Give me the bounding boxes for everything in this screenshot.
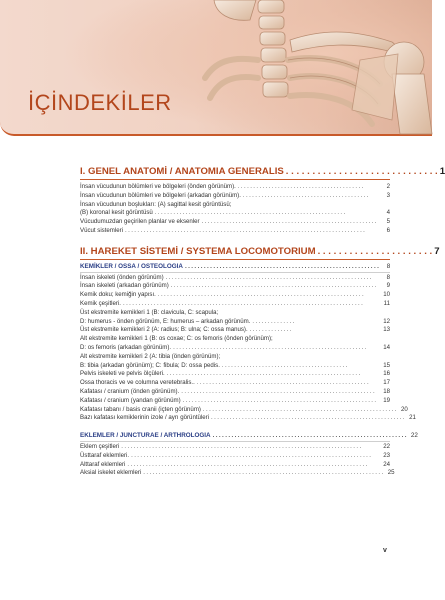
toc-entry[interactable]: Aksial iskelet eklemleri .............................................................................. 25 — [80, 469, 395, 477]
toc-entry[interactable]: (B) koronal kesit görüntüsü .............................................................. 4 — [80, 209, 390, 217]
section-page: 7 — [434, 245, 440, 257]
toc-entry[interactable]: Kemik çeşitleri. .............................................................................. 11 — [80, 299, 390, 307]
toc-entry[interactable]: İnsan iskeleti (arkadan görünüm) ................................................................... 9 — [80, 282, 390, 290]
dot-leader: . . . . . . . . . . . . . . . . . . . . . . . . . . . . . — [285, 166, 438, 177]
section-heading[interactable] — [80, 245, 440, 260]
toc-entry[interactable]: Alttaraf eklemleri .............................................................................. 24 — [80, 460, 390, 468]
toc-entry[interactable]: Bazı kafatası kemiklerinin izole / ayrı görüntüleri ............................................................... 21 — [80, 414, 416, 422]
section-title: I. GENEL ANATOMİ / ANATOMIA GENERALIS — [80, 166, 284, 177]
section-title: II. HAREKET SİSTEMİ / SYSTEMA LOCOMOTORIUM — [80, 245, 316, 257]
section-page: 1 — [439, 166, 445, 177]
subsection-heading[interactable]: KEMİKLER / OSSA / OSTEOLOGIA .............................................................. 8 — [80, 262, 391, 270]
page-number: v — [383, 547, 387, 554]
section-heading[interactable] — [80, 166, 445, 180]
toc-entry[interactable]: Üsttaraf eklemleri. .............................................................................. 23 — [80, 451, 390, 459]
toc-entry[interactable]: Kafatası / cranium (yandan görünüm) ............................................................... 19 — [80, 396, 390, 404]
toc-entry[interactable]: D: humerus - önden görünüm, E: humerus – arkadan görünüm. .............. 12 — [80, 317, 390, 325]
toc-entry[interactable]: İnsan iskeleti (önden görünüm) ................................................................... 8 — [80, 273, 390, 281]
toc-entry[interactable]: Üst ekstremite kemikleri 2 (A: radius; B: ulna; C: ossa manus). .............. 13 — [80, 326, 390, 334]
toc-entry[interactable]: D: os femoris (arkadan görünüm). ............................................................... 14 — [80, 343, 390, 351]
toc-entry[interactable]: İnsan vücudunun bölümleri ve bölgeleri (arkadan görünüm). ......................................... 3 — [80, 191, 390, 199]
toc-entry[interactable]: Kafatası / cranium (önden görünüm). ............................................................... 18 — [80, 387, 390, 395]
toc-entry[interactable]: B: tibia (arkadan görünüm); C: fibula; D: ossa pedis. ......................................... 15 — [80, 361, 390, 369]
toc-entry[interactable]: Ossa thoracis ve ve columna veretebralis.. ........................................................ 17 — [80, 379, 390, 387]
toc-entry[interactable]: Alt ekstremite kemikleri 1 (B: os coxae; C: os femoris (önden görünüm); — [80, 335, 273, 343]
toc-entry[interactable]: Eklem çeşitleri .............................................................................. 22 — [80, 442, 390, 450]
page-title: İÇİNDEKİLER — [28, 90, 172, 115]
toc-entry[interactable]: Kemik doku; kemiğin yapısı. ................................................................... 10 — [80, 291, 390, 299]
header-banner — [0, 0, 432, 136]
toc-entry[interactable]: Vücudumuzdan geçirilen planlar ve eksenler ......................................................... 5 — [80, 218, 390, 226]
toc-entry[interactable]: Alt ekstremite kemikleri 2 (A: tibia (önden görünüm); — [80, 352, 221, 360]
dot-leader: . . . . . . . . . . . . . . . . . . . . . . — [317, 245, 433, 257]
toc-entry[interactable]: Vücut sistemleri .............................................................................. 6 — [80, 226, 390, 234]
table-of-contents — [80, 166, 445, 478]
toc-entry[interactable]: İnsan vücudunun boşlukları: (A) sagittal kesit görüntüsü; — [80, 200, 232, 208]
toc-entry[interactable]: Kafatası tabanı / basis cranii (içten görünüm) ............................................................... 20 — [80, 405, 408, 413]
toc-entry[interactable]: Üst ekstremite kemikleri 1 (B: clavicula, C: scapula; — [80, 308, 219, 316]
toc-entry[interactable]: Pelvis iskeleti ve pelvis ölçüleri. ............................................................... 16 — [80, 370, 390, 378]
subsection-heading[interactable]: EKLEMLER / JUNCTURAE / ARTHROLOGIA .............................................................. 22 — [80, 432, 418, 440]
toc-entry[interactable]: İnsan vücudunun bölümleri ve bölgeleri (önden görünüm). ......................................... 2 — [80, 183, 390, 190]
